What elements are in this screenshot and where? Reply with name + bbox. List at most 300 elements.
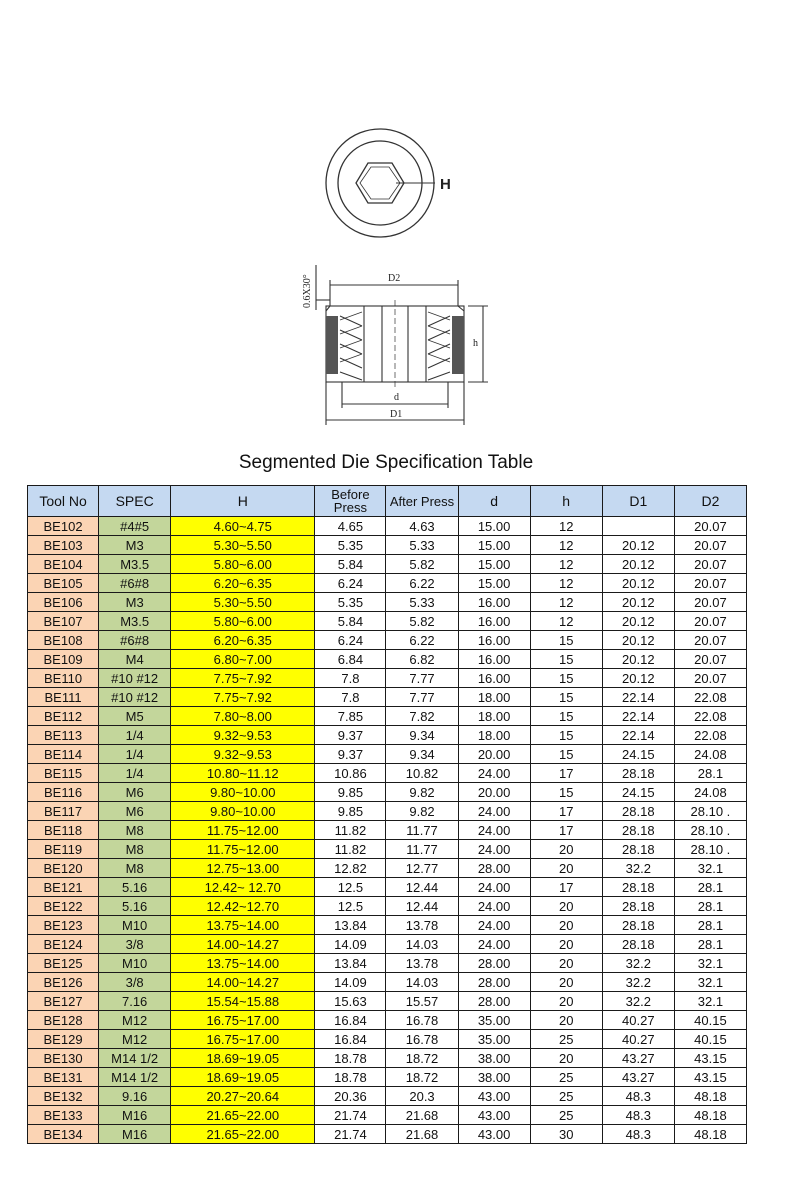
cell-tool-no: BE102: [28, 517, 99, 536]
cell-before-press: 10.86: [315, 764, 386, 783]
col-H: H: [171, 486, 315, 517]
cell-h: 15: [530, 726, 602, 745]
cell-h: 12: [530, 536, 602, 555]
cell-after-press: 7.77: [386, 688, 458, 707]
cell-D1: 28.18: [602, 878, 674, 897]
cell-spec: M10: [99, 954, 171, 973]
cell-h: 15: [530, 745, 602, 764]
cell-d: 24.00: [458, 916, 530, 935]
cell-d: 15.00: [458, 517, 530, 536]
cell-d: 15.00: [458, 555, 530, 574]
cell-tool-no: BE126: [28, 973, 99, 992]
cell-before-press: 7.85: [315, 707, 386, 726]
cell-d: 24.00: [458, 802, 530, 821]
cell-tool-no: BE116: [28, 783, 99, 802]
cell-D2: 20.07: [674, 517, 746, 536]
cell-before-press: 11.82: [315, 840, 386, 859]
cell-tool-no: BE108: [28, 631, 99, 650]
cell-spec: 9.16: [99, 1087, 171, 1106]
table-row: [28, 1068, 747, 1087]
cell-spec: M3.5: [99, 612, 171, 631]
cell-before-press: 6.24: [315, 631, 386, 650]
cell-tool-no: BE129: [28, 1030, 99, 1049]
cell-tool-no: BE134: [28, 1125, 99, 1144]
cell-spec: #10 #12: [99, 688, 171, 707]
cell-d: 16.00: [458, 650, 530, 669]
label-D2: D2: [388, 273, 401, 284]
cell-D1: 28.18: [602, 802, 674, 821]
cell-before-press: 6.84: [315, 650, 386, 669]
cell-after-press: 11.77: [386, 821, 458, 840]
cell-d: 28.00: [458, 859, 530, 878]
cell-H: 10.80~11.12: [171, 764, 315, 783]
cell-H: 16.75~17.00: [171, 1030, 315, 1049]
cell-h: 17: [530, 764, 602, 783]
cell-before-press: 5.84: [315, 612, 386, 631]
cell-before-press: 16.84: [315, 1011, 386, 1030]
cell-h: 12: [530, 574, 602, 593]
cell-H: 15.54~15.88: [171, 992, 315, 1011]
cell-D2: 28.10 .: [674, 840, 746, 859]
cell-before-press: 5.35: [315, 536, 386, 555]
cell-before-press: 9.37: [315, 726, 386, 745]
cell-h: 25: [530, 1087, 602, 1106]
cell-tool-no: BE127: [28, 992, 99, 1011]
label-D1: D1: [390, 409, 403, 420]
cell-H: 7.75~7.92: [171, 669, 315, 688]
cell-tool-no: BE124: [28, 935, 99, 954]
cell-H: 11.75~12.00: [171, 821, 315, 840]
cell-after-press: 14.03: [386, 935, 458, 954]
cell-D2: 20.07: [674, 536, 746, 555]
cell-after-press: 15.57: [386, 992, 458, 1011]
cell-D1: 40.27: [602, 1011, 674, 1030]
cell-after-press: 6.22: [386, 574, 458, 593]
cell-H: 7.80~8.00: [171, 707, 315, 726]
die-technical-drawing: [290, 120, 520, 440]
cell-H: 12.42~ 12.70: [171, 878, 315, 897]
cell-h: 17: [530, 821, 602, 840]
cell-d: 38.00: [458, 1049, 530, 1068]
cell-after-press: 21.68: [386, 1106, 458, 1125]
cell-D1: 32.2: [602, 954, 674, 973]
cell-d: 16.00: [458, 593, 530, 612]
table-row: [28, 878, 747, 897]
col-D2: D2: [674, 486, 746, 517]
cell-D2: 48.18: [674, 1106, 746, 1125]
cell-d: 28.00: [458, 973, 530, 992]
table-row: [28, 669, 747, 688]
cell-tool-no: BE133: [28, 1106, 99, 1125]
table-row: [28, 802, 747, 821]
table-header: [28, 486, 747, 517]
die-section-view: [316, 265, 488, 425]
cell-d: 43.00: [458, 1087, 530, 1106]
table-row: [28, 764, 747, 783]
cell-tool-no: BE109: [28, 650, 99, 669]
cell-tool-no: BE122: [28, 897, 99, 916]
cell-after-press: 18.72: [386, 1068, 458, 1087]
cell-d: 15.00: [458, 536, 530, 555]
cell-H: 7.75~7.92: [171, 688, 315, 707]
table-row: [28, 631, 747, 650]
cell-D2: 43.15: [674, 1049, 746, 1068]
cell-D1: 20.12: [602, 536, 674, 555]
cell-before-press: 15.63: [315, 992, 386, 1011]
cell-h: 20: [530, 840, 602, 859]
cell-spec: M5: [99, 707, 171, 726]
cell-d: 43.00: [458, 1106, 530, 1125]
table-row: [28, 1087, 747, 1106]
cell-H: 12.42~12.70: [171, 897, 315, 916]
cell-D2: 22.08: [674, 726, 746, 745]
cell-after-press: 5.33: [386, 593, 458, 612]
cell-H: 21.65~22.00: [171, 1106, 315, 1125]
cell-D1: 48.3: [602, 1106, 674, 1125]
table-title: Segmented Die Specification Table: [238, 452, 534, 473]
cell-before-press: 13.84: [315, 916, 386, 935]
table-row: [28, 593, 747, 612]
cell-D1: 20.12: [602, 593, 674, 612]
cell-tool-no: BE103: [28, 536, 99, 555]
cell-h: 20: [530, 1011, 602, 1030]
col-d: d: [458, 486, 530, 517]
cell-spec: M8: [99, 821, 171, 840]
cell-h: 15: [530, 688, 602, 707]
cell-after-press: 5.33: [386, 536, 458, 555]
cell-after-press: 6.22: [386, 631, 458, 650]
table-row: [28, 1011, 747, 1030]
cell-tool-no: BE118: [28, 821, 99, 840]
cell-D2: 28.1: [674, 897, 746, 916]
cell-tool-no: BE119: [28, 840, 99, 859]
cell-h: 20: [530, 916, 602, 935]
cell-D1: 20.12: [602, 555, 674, 574]
cell-after-press: 16.78: [386, 1030, 458, 1049]
cell-spec: M6: [99, 783, 171, 802]
cell-h: 20: [530, 1049, 602, 1068]
cell-spec: M16: [99, 1106, 171, 1125]
cell-d: 18.00: [458, 726, 530, 745]
table-row: [28, 612, 747, 631]
cell-H: 20.27~20.64: [171, 1087, 315, 1106]
cell-spec: M14 1/2: [99, 1049, 171, 1068]
table-row: [28, 574, 747, 593]
cell-d: 16.00: [458, 669, 530, 688]
cell-d: 43.00: [458, 1125, 530, 1144]
table-row: [28, 517, 747, 536]
cell-h: 20: [530, 935, 602, 954]
cell-spec: 1/4: [99, 726, 171, 745]
cell-before-press: 9.85: [315, 783, 386, 802]
cell-D2: 48.18: [674, 1087, 746, 1106]
cell-D2: 24.08: [674, 745, 746, 764]
cell-h: 15: [530, 707, 602, 726]
cell-after-press: 9.82: [386, 802, 458, 821]
cell-before-press: 5.35: [315, 593, 386, 612]
cell-after-press: 12.44: [386, 897, 458, 916]
cell-tool-no: BE117: [28, 802, 99, 821]
cell-h: 25: [530, 1030, 602, 1049]
cell-H: 21.65~22.00: [171, 1125, 315, 1144]
cell-D1: 28.18: [602, 764, 674, 783]
cell-H: 6.80~7.00: [171, 650, 315, 669]
cell-D1: 32.2: [602, 859, 674, 878]
cell-before-press: 21.74: [315, 1106, 386, 1125]
cell-d: 15.00: [458, 574, 530, 593]
cell-H: 5.80~6.00: [171, 555, 315, 574]
table-row: [28, 1030, 747, 1049]
cell-after-press: 18.72: [386, 1049, 458, 1068]
cell-D2: 24.08: [674, 783, 746, 802]
label-d: d: [394, 392, 399, 403]
cell-before-press: 16.84: [315, 1030, 386, 1049]
cell-D2: 48.18: [674, 1125, 746, 1144]
cell-spec: 5.16: [99, 878, 171, 897]
cell-tool-no: BE120: [28, 859, 99, 878]
cell-tool-no: BE121: [28, 878, 99, 897]
cell-tool-no: BE115: [28, 764, 99, 783]
cell-after-press: 5.82: [386, 555, 458, 574]
cell-d: 28.00: [458, 992, 530, 1011]
col-tool-no: Tool No: [28, 486, 99, 517]
cell-tool-no: BE130: [28, 1049, 99, 1068]
cell-after-press: 20.3: [386, 1087, 458, 1106]
cell-spec: M3.5: [99, 555, 171, 574]
cell-d: 24.00: [458, 935, 530, 954]
cell-D2: 40.15: [674, 1011, 746, 1030]
col-before-press: Before Press: [315, 486, 386, 517]
cell-D2: 28.1: [674, 935, 746, 954]
cell-spec: M10: [99, 916, 171, 935]
cell-after-press: 13.78: [386, 954, 458, 973]
cell-d: 35.00: [458, 1030, 530, 1049]
cell-tool-no: BE123: [28, 916, 99, 935]
cell-after-press: 12.77: [386, 859, 458, 878]
cell-spec: M8: [99, 859, 171, 878]
col-D1: D1: [602, 486, 674, 517]
cell-after-press: 5.82: [386, 612, 458, 631]
cell-D1: 20.12: [602, 574, 674, 593]
cell-spec: 7.16: [99, 992, 171, 1011]
cell-H: 13.75~14.00: [171, 954, 315, 973]
cell-D1: 24.15: [602, 783, 674, 802]
cell-d: 24.00: [458, 840, 530, 859]
cell-d: 16.00: [458, 631, 530, 650]
table-row: [28, 1049, 747, 1068]
cell-after-press: 16.78: [386, 1011, 458, 1030]
cell-H: 5.30~5.50: [171, 593, 315, 612]
cell-H: 14.00~14.27: [171, 935, 315, 954]
table-row: [28, 688, 747, 707]
die-top-view: [326, 129, 435, 237]
cell-D2: 43.15: [674, 1068, 746, 1087]
cell-h: 20: [530, 992, 602, 1011]
cell-H: 12.75~13.00: [171, 859, 315, 878]
cell-H: 18.69~19.05: [171, 1068, 315, 1087]
cell-h: 20: [530, 954, 602, 973]
table-row: [28, 992, 747, 1011]
cell-D2: 28.10 .: [674, 802, 746, 821]
table-row: [28, 555, 747, 574]
cell-spec: M3: [99, 536, 171, 555]
cell-spec: 1/4: [99, 764, 171, 783]
table-row: [28, 726, 747, 745]
cell-spec: #4#5: [99, 517, 171, 536]
cell-before-press: 9.85: [315, 802, 386, 821]
table-row: [28, 745, 747, 764]
cell-H: 4.60~4.75: [171, 517, 315, 536]
cell-d: 18.00: [458, 707, 530, 726]
cell-after-press: 9.34: [386, 745, 458, 764]
cell-D1: 28.18: [602, 821, 674, 840]
cell-h: 15: [530, 631, 602, 650]
table-row: [28, 973, 747, 992]
cell-d: 16.00: [458, 612, 530, 631]
cell-D2: 20.07: [674, 612, 746, 631]
cell-D1: 20.12: [602, 650, 674, 669]
cell-D1: 43.27: [602, 1049, 674, 1068]
cell-H: 5.30~5.50: [171, 536, 315, 555]
cell-H: 9.32~9.53: [171, 745, 315, 764]
cell-after-press: 7.82: [386, 707, 458, 726]
cell-spec: M3: [99, 593, 171, 612]
spec-table: [27, 485, 747, 1144]
cell-D1: 28.18: [602, 840, 674, 859]
cell-d: 35.00: [458, 1011, 530, 1030]
cell-spec: 3/8: [99, 973, 171, 992]
cell-before-press: 20.36: [315, 1087, 386, 1106]
table-row: [28, 859, 747, 878]
cell-before-press: 7.8: [315, 688, 386, 707]
cell-tool-no: BE128: [28, 1011, 99, 1030]
cell-after-press: 13.78: [386, 916, 458, 935]
cell-D2: 28.1: [674, 764, 746, 783]
table-row: [28, 1125, 747, 1144]
cell-D2: 28.10 .: [674, 821, 746, 840]
cell-D1: 22.14: [602, 688, 674, 707]
cell-D1: 28.18: [602, 897, 674, 916]
cell-before-press: 14.09: [315, 973, 386, 992]
cell-after-press: 14.03: [386, 973, 458, 992]
cell-before-press: 11.82: [315, 821, 386, 840]
col-after-press: After Press: [386, 486, 458, 517]
cell-h: 17: [530, 878, 602, 897]
cell-D2: 32.1: [674, 992, 746, 1011]
cell-before-press: 21.74: [315, 1125, 386, 1144]
cell-d: 20.00: [458, 783, 530, 802]
table-row: [28, 821, 747, 840]
cell-H: 6.20~6.35: [171, 631, 315, 650]
cell-D1: 20.12: [602, 631, 674, 650]
cell-spec: #6#8: [99, 574, 171, 593]
cell-D2: 20.07: [674, 593, 746, 612]
cell-tool-no: BE131: [28, 1068, 99, 1087]
label-chamfer: 0.6X30°: [302, 274, 313, 308]
cell-tool-no: BE113: [28, 726, 99, 745]
cell-after-press: 12.44: [386, 878, 458, 897]
cell-D2: 20.07: [674, 631, 746, 650]
cell-D2: 20.07: [674, 669, 746, 688]
cell-D1: 28.18: [602, 916, 674, 935]
cell-h: 15: [530, 650, 602, 669]
cell-h: 25: [530, 1106, 602, 1125]
cell-h: 17: [530, 802, 602, 821]
table-row: [28, 707, 747, 726]
table-row: [28, 935, 747, 954]
cell-D1: 20.12: [602, 612, 674, 631]
table-row: [28, 650, 747, 669]
cell-tool-no: BE110: [28, 669, 99, 688]
cell-tool-no: BE111: [28, 688, 99, 707]
label-h: h: [473, 338, 478, 349]
table-row: [28, 916, 747, 935]
cell-h: 20: [530, 897, 602, 916]
cell-H: 18.69~19.05: [171, 1049, 315, 1068]
cell-tool-no: BE106: [28, 593, 99, 612]
cell-spec: M12: [99, 1030, 171, 1049]
cell-tool-no: BE105: [28, 574, 99, 593]
cell-d: 28.00: [458, 954, 530, 973]
cell-h: 25: [530, 1068, 602, 1087]
cell-D1: 43.27: [602, 1068, 674, 1087]
cell-after-press: 9.34: [386, 726, 458, 745]
cell-D1: 32.2: [602, 973, 674, 992]
table-row: [28, 1106, 747, 1125]
cell-D2: 32.1: [674, 954, 746, 973]
cell-d: 24.00: [458, 897, 530, 916]
cell-H: 9.80~10.00: [171, 783, 315, 802]
table-row: [28, 840, 747, 859]
cell-D2: 20.07: [674, 555, 746, 574]
cell-h: 12: [530, 555, 602, 574]
cell-D2: 28.1: [674, 916, 746, 935]
cell-tool-no: BE112: [28, 707, 99, 726]
cell-spec: #6#8: [99, 631, 171, 650]
cell-D1: 28.18: [602, 935, 674, 954]
cell-h: 20: [530, 973, 602, 992]
label-H: H: [440, 176, 451, 193]
cell-before-press: 18.78: [315, 1049, 386, 1068]
cell-before-press: 4.65: [315, 517, 386, 536]
cell-spec: #10 #12: [99, 669, 171, 688]
cell-D1: 20.12: [602, 669, 674, 688]
cell-D2: 32.1: [674, 973, 746, 992]
table-row: [28, 536, 747, 555]
cell-spec: M4: [99, 650, 171, 669]
cell-before-press: 18.78: [315, 1068, 386, 1087]
cell-h: 12: [530, 517, 602, 536]
cell-h: 20: [530, 859, 602, 878]
cell-D1: 32.2: [602, 992, 674, 1011]
table-row: [28, 897, 747, 916]
cell-before-press: 6.24: [315, 574, 386, 593]
cell-h: 30: [530, 1125, 602, 1144]
cell-H: 14.00~14.27: [171, 973, 315, 992]
cell-after-press: 9.82: [386, 783, 458, 802]
cell-after-press: 7.77: [386, 669, 458, 688]
cell-before-press: 9.37: [315, 745, 386, 764]
table-body: [28, 517, 747, 1144]
cell-D1: [602, 517, 674, 536]
cell-D1: 48.3: [602, 1125, 674, 1144]
cell-H: 5.80~6.00: [171, 612, 315, 631]
cell-d: 24.00: [458, 821, 530, 840]
cell-spec: M12: [99, 1011, 171, 1030]
cell-spec: M6: [99, 802, 171, 821]
cell-D1: 22.14: [602, 707, 674, 726]
cell-h: 12: [530, 612, 602, 631]
